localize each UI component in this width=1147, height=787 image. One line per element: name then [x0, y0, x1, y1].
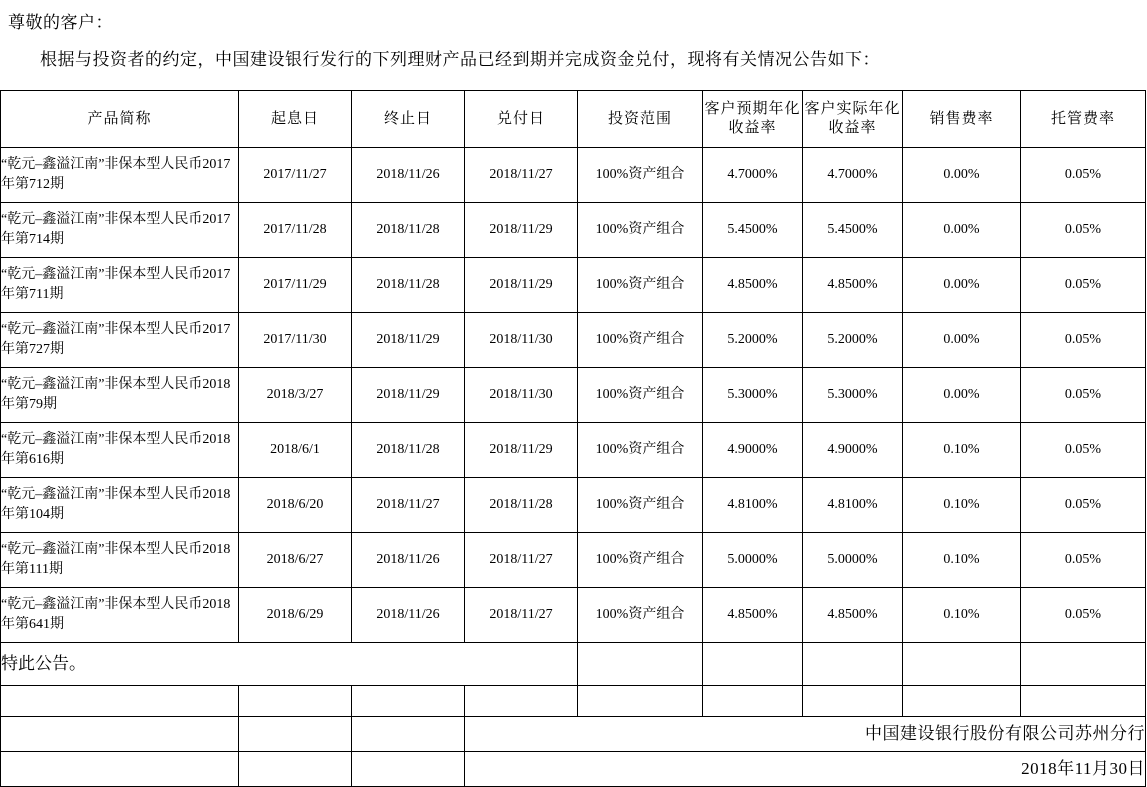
cell-payment-date: 2018/11/30 — [465, 313, 578, 368]
cell-start-date: 2017/11/28 — [239, 203, 352, 258]
cell-start-date: 2018/6/29 — [239, 588, 352, 643]
blank-cell — [352, 686, 465, 717]
cell-product-name: “乾元–鑫溢江南”非保本型人民币2018年第104期 — [1, 478, 239, 533]
cell-payment-date: 2018/11/27 — [465, 533, 578, 588]
signature-date: 2018年11月30日 — [465, 752, 1146, 787]
blank-cell — [1, 717, 239, 752]
cell-product-name: “乾元–鑫溢江南”非保本型人民币2018年第79期 — [1, 368, 239, 423]
table-body — [1, 148, 1146, 787]
cell-custody-fee: 0.05% — [1021, 203, 1146, 258]
cell-payment-date: 2018/11/30 — [465, 368, 578, 423]
cell-custody-fee: 0.05% — [1021, 588, 1146, 643]
cell-end-date: 2018/11/29 — [352, 368, 465, 423]
blank-cell — [352, 717, 465, 752]
blank-cell — [903, 686, 1021, 717]
blank-cell — [239, 752, 352, 787]
cell-actual-rate: 4.8500% — [803, 258, 903, 313]
column-header-expected-rate: 客户预期年化收益率 — [703, 91, 803, 148]
cell-actual-rate: 4.8500% — [803, 588, 903, 643]
cell-expected-rate: 5.4500% — [703, 203, 803, 258]
cell-product-name: “乾元–鑫溢江南”非保本型人民币2017年第714期 — [1, 203, 239, 258]
cell-scope: 100%资产组合 — [578, 203, 703, 258]
cell-expected-rate: 4.8500% — [703, 258, 803, 313]
cell-expected-rate: 4.8100% — [703, 478, 803, 533]
column-header-start-date: 起息日 — [239, 91, 352, 148]
notice-text: 特此公告。 — [1, 643, 578, 686]
table-header — [1, 91, 1146, 148]
cell-sales-fee: 0.00% — [903, 203, 1021, 258]
table-row — [1, 368, 1146, 423]
cell-actual-rate: 4.8100% — [803, 478, 903, 533]
cell-end-date: 2018/11/26 — [352, 533, 465, 588]
cell-scope: 100%资产组合 — [578, 478, 703, 533]
blank-cell — [239, 717, 352, 752]
cell-end-date: 2018/11/27 — [352, 478, 465, 533]
signature-organization: 中国建设银行股份有限公司苏州分行 — [465, 717, 1146, 752]
signature-org-row — [1, 717, 1146, 752]
blank-cell — [578, 686, 703, 717]
cell-custody-fee: 0.05% — [1021, 423, 1146, 478]
cell-start-date: 2017/11/29 — [239, 258, 352, 313]
cell-sales-fee: 0.00% — [903, 148, 1021, 203]
header-row — [1, 91, 1146, 148]
cell-actual-rate: 5.2000% — [803, 313, 903, 368]
cell-sales-fee: 0.00% — [903, 368, 1021, 423]
cell-sales-fee: 0.00% — [903, 313, 1021, 368]
column-header-actual-rate: 客户实际年化收益率 — [803, 91, 903, 148]
cell-actual-rate: 4.9000% — [803, 423, 903, 478]
cell-end-date: 2018/11/28 — [352, 258, 465, 313]
cell-scope: 100%资产组合 — [578, 313, 703, 368]
table-row — [1, 203, 1146, 258]
cell-payment-date: 2018/11/29 — [465, 423, 578, 478]
cell-sales-fee: 0.10% — [903, 533, 1021, 588]
salutation: 尊敬的客户： — [8, 13, 113, 32]
blank-cell — [352, 752, 465, 787]
cell-custody-fee: 0.05% — [1021, 478, 1146, 533]
cell-start-date: 2018/6/20 — [239, 478, 352, 533]
blank-cell — [803, 686, 903, 717]
cell-product-name: “乾元–鑫溢江南”非保本型人民币2017年第712期 — [1, 148, 239, 203]
cell-expected-rate: 4.8500% — [703, 588, 803, 643]
cell-actual-rate: 5.3000% — [803, 368, 903, 423]
column-header-product-name: 产品简称 — [1, 91, 239, 148]
cell-payment-date: 2018/11/27 — [465, 148, 578, 203]
column-header-payment-date: 兑付日 — [465, 91, 578, 148]
cell-end-date: 2018/11/28 — [352, 203, 465, 258]
cell-custody-fee: 0.05% — [1021, 148, 1146, 203]
cell-custody-fee: 0.05% — [1021, 368, 1146, 423]
cell-expected-rate: 5.0000% — [703, 533, 803, 588]
cell-end-date: 2018/11/26 — [352, 148, 465, 203]
blank-cell — [1021, 643, 1146, 686]
cell-end-date: 2018/11/26 — [352, 588, 465, 643]
cell-payment-date: 2018/11/27 — [465, 588, 578, 643]
cell-expected-rate: 4.9000% — [703, 423, 803, 478]
cell-product-name: “乾元–鑫溢江南”非保本型人民币2018年第616期 — [1, 423, 239, 478]
table-row — [1, 313, 1146, 368]
cell-start-date: 2017/11/27 — [239, 148, 352, 203]
cell-start-date: 2018/6/1 — [239, 423, 352, 478]
cell-custody-fee: 0.05% — [1021, 313, 1146, 368]
signature-date-row — [1, 752, 1146, 787]
blank-cell — [1021, 686, 1146, 717]
cell-expected-rate: 4.7000% — [703, 148, 803, 203]
cell-scope: 100%资产组合 — [578, 423, 703, 478]
column-header-sales-fee: 销售费率 — [903, 91, 1021, 148]
cell-end-date: 2018/11/28 — [352, 423, 465, 478]
cell-start-date: 2017/11/30 — [239, 313, 352, 368]
cell-scope: 100%资产组合 — [578, 588, 703, 643]
cell-product-name: “乾元–鑫溢江南”非保本型人民币2017年第711期 — [1, 258, 239, 313]
cell-scope: 100%资产组合 — [578, 533, 703, 588]
cell-custody-fee: 0.05% — [1021, 533, 1146, 588]
blank-cell — [703, 686, 803, 717]
column-header-end-date: 终止日 — [352, 91, 465, 148]
cell-sales-fee: 0.10% — [903, 588, 1021, 643]
notice-row — [1, 643, 1146, 686]
cell-start-date: 2018/6/27 — [239, 533, 352, 588]
table-row — [1, 148, 1146, 203]
blank-cell — [239, 686, 352, 717]
table-row — [1, 423, 1146, 478]
cell-sales-fee: 0.00% — [903, 258, 1021, 313]
spacer-row — [1, 686, 1146, 717]
column-header-scope: 投资范围 — [578, 91, 703, 148]
cell-product-name: “乾元–鑫溢江南”非保本型人民币2018年第641期 — [1, 588, 239, 643]
cell-expected-rate: 5.2000% — [703, 313, 803, 368]
cell-scope: 100%资产组合 — [578, 368, 703, 423]
cell-actual-rate: 4.7000% — [803, 148, 903, 203]
table-row — [1, 478, 1146, 533]
cell-payment-date: 2018/11/28 — [465, 478, 578, 533]
blank-cell — [903, 643, 1021, 686]
cell-scope: 100%资产组合 — [578, 148, 703, 203]
cell-actual-rate: 5.4500% — [803, 203, 903, 258]
cell-payment-date: 2018/11/29 — [465, 258, 578, 313]
cell-custody-fee: 0.05% — [1021, 258, 1146, 313]
blank-cell — [1, 686, 239, 717]
blank-cell — [803, 643, 903, 686]
intro-paragraph: 根据与投资者的约定，中国建设银行发行的下列理财产品已经到期并完成资金兑付，现将有关情况公告如下： — [40, 50, 880, 69]
cell-actual-rate: 5.0000% — [803, 533, 903, 588]
blank-cell — [1, 752, 239, 787]
cell-payment-date: 2018/11/29 — [465, 203, 578, 258]
cell-sales-fee: 0.10% — [903, 478, 1021, 533]
cell-product-name: “乾元–鑫溢江南”非保本型人民币2018年第111期 — [1, 533, 239, 588]
blank-cell — [465, 686, 578, 717]
table-row — [1, 533, 1146, 588]
cell-sales-fee: 0.10% — [903, 423, 1021, 478]
cell-product-name: “乾元–鑫溢江南”非保本型人民币2017年第727期 — [1, 313, 239, 368]
cell-scope: 100%资产组合 — [578, 258, 703, 313]
cell-expected-rate: 5.3000% — [703, 368, 803, 423]
table-row — [1, 258, 1146, 313]
cell-start-date: 2018/3/27 — [239, 368, 352, 423]
table-row — [1, 588, 1146, 643]
products-table — [0, 90, 1146, 787]
blank-cell — [578, 643, 703, 686]
cell-end-date: 2018/11/29 — [352, 313, 465, 368]
column-header-custody-fee: 托管费率 — [1021, 91, 1146, 148]
blank-cell — [703, 643, 803, 686]
